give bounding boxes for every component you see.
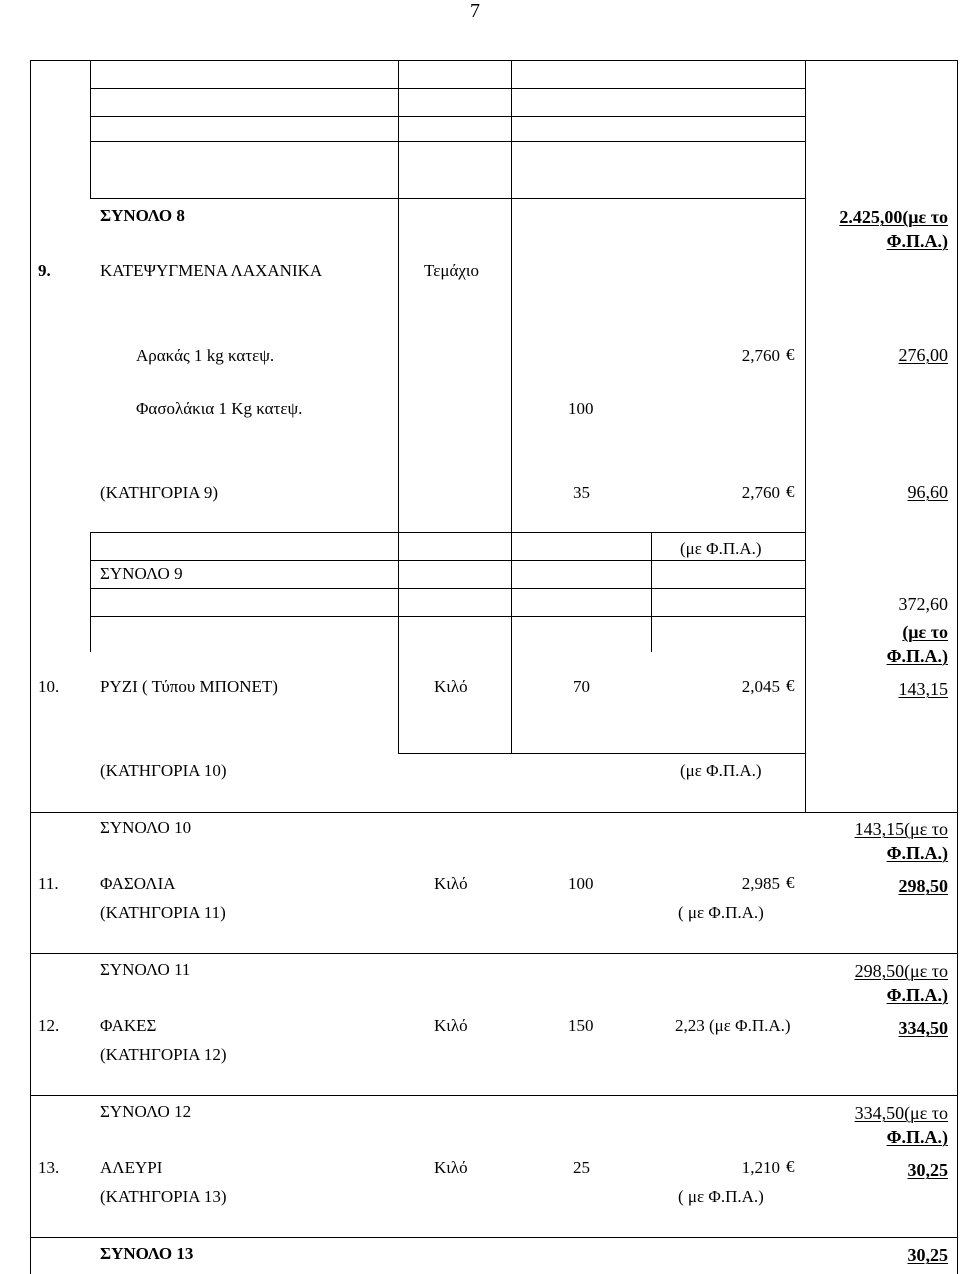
item13-total: 30,25 <box>907 1160 948 1180</box>
item9-number: 9. <box>38 261 51 280</box>
item9-name: ΚΑΤΕΨΥΓΜΕΝΑ ΛΑΧΑΝΙΚΑ <box>100 261 323 280</box>
total9-amount: 372,60 <box>898 594 948 614</box>
cat9-total: 96,60 <box>907 482 948 502</box>
item11-name: ΦΑΣΟΛΙΑ <box>100 874 176 893</box>
item11-qty: 100 <box>568 874 594 893</box>
item13-qty: 25 <box>573 1158 590 1177</box>
sub9a-total: 276,00 <box>898 345 948 365</box>
item10-qty: 70 <box>573 677 590 696</box>
total11-amount-line2: Φ.Π.Α.) <box>886 985 948 1005</box>
total8-amount-line2: Φ.Π.Α.) <box>886 231 948 251</box>
total8-amount-line1: 2.425,00(με το <box>839 207 948 227</box>
cat13-vat: ( με Φ.Π.Α.) <box>678 1187 764 1206</box>
total9-label: ΣΥΝΟΛΟ 9 <box>100 564 183 583</box>
item13-unit: Κιλό <box>434 1158 468 1177</box>
item12-unit: Κιλό <box>434 1016 468 1035</box>
item12-qty: 150 <box>568 1016 594 1035</box>
cat11-label: (ΚΑΤΗΓΟΡΙΑ 11) <box>100 903 226 922</box>
total13-amount: 30,25 <box>907 1245 948 1265</box>
cat9-label: (ΚΑΤΗΓΟΡΙΑ 9) <box>100 483 218 502</box>
item13-number: 13. <box>38 1158 60 1177</box>
item10-number: 10. <box>38 677 60 696</box>
cat10-vat: (με Φ.Π.Α.) <box>680 761 762 780</box>
total12-amount-line1: 334,50(με το <box>854 1103 948 1123</box>
euro-icon: € <box>786 873 795 892</box>
cat9-vat: (με Φ.Π.Α.) <box>680 539 762 558</box>
item9-unit: Τεμάχιο <box>424 261 479 280</box>
item11-price: 2,985 <box>741 874 780 893</box>
cat11-vat: ( με Φ.Π.Α.) <box>678 903 764 922</box>
sub9a-name: Αρακάς 1 kg κατεψ. <box>136 346 275 365</box>
euro-icon: € <box>786 482 795 501</box>
item12-name: ΦΑΚΕΣ <box>100 1016 157 1035</box>
cat9-price: 2,760 <box>741 483 780 502</box>
item12-price: 2,23 (με Φ.Π.Α.) <box>675 1016 791 1035</box>
cat9-qty: 35 <box>573 483 590 502</box>
euro-icon: € <box>786 1157 795 1176</box>
cat12-label: (ΚΑΤΗΓΟΡΙΑ 12) <box>100 1045 227 1064</box>
total12-label: ΣΥΝΟΛΟ 12 <box>100 1102 192 1121</box>
item12-total: 334,50 <box>898 1018 948 1038</box>
item10-name: ΡΥΖΙ ( Τύπου ΜΠΟΝΕΤ) <box>100 677 278 696</box>
item12-number: 12. <box>38 1016 60 1035</box>
total10-amount-line2: Φ.Π.Α.) <box>886 843 948 863</box>
item11-unit: Κιλό <box>434 874 468 893</box>
total8-label: ΣΥΝΟΛΟ 8 <box>100 206 185 225</box>
item10-price: 2,045 <box>741 677 780 696</box>
item11-total: 298,50 <box>898 876 948 896</box>
sub9a-price: 2,760 <box>741 346 780 365</box>
cat10-label: (ΚΑΤΗΓΟΡΙΑ 10) <box>100 761 227 780</box>
total10-amount-line1: 143,15(με το <box>854 819 948 839</box>
euro-icon: € <box>786 676 795 695</box>
sub9b-qty: 100 <box>568 399 594 418</box>
item10-total: 143,15 <box>898 679 948 699</box>
total11-label: ΣΥΝΟΛΟ 11 <box>100 960 191 979</box>
page-number: 7 <box>470 0 480 22</box>
euro-icon: € <box>786 345 795 364</box>
sub9b-name: Φασολάκια 1 Kg κατεψ. <box>136 399 303 418</box>
total10-label: ΣΥΝΟΛΟ 10 <box>100 818 192 837</box>
cat13-label: (ΚΑΤΗΓΟΡΙΑ 13) <box>100 1187 227 1206</box>
total13-label: ΣΥΝΟΛΟ 13 <box>100 1244 194 1263</box>
item11-number: 11. <box>38 874 59 893</box>
total11-amount-line1: 298,50(με το <box>854 961 948 981</box>
total9-vat-line1: (με το <box>902 622 948 642</box>
total9-vat-line2: Φ.Π.Α.) <box>886 646 948 666</box>
total12-amount-line2: Φ.Π.Α.) <box>886 1127 948 1147</box>
item13-price: 1,210 <box>741 1158 780 1177</box>
item13-name: ΑΛΕΥΡΙ <box>100 1158 163 1177</box>
item10-unit: Κιλό <box>434 677 468 696</box>
